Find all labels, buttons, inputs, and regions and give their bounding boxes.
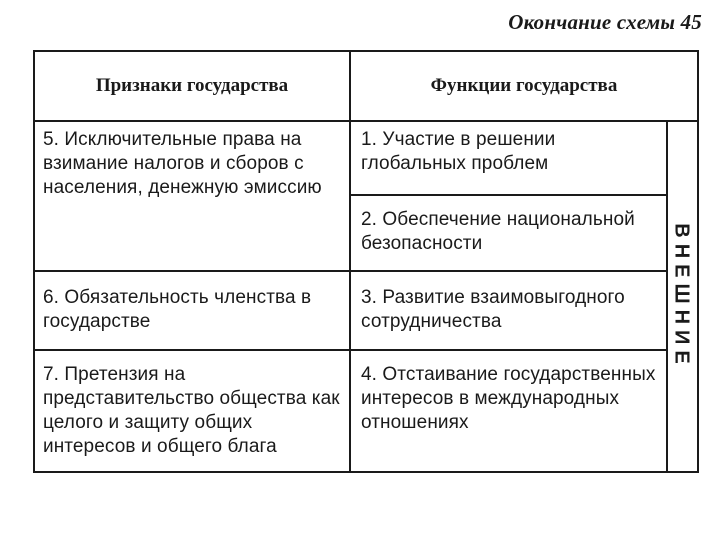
row-divider-1 bbox=[35, 270, 666, 272]
external-functions-label: ВНЕШНИЕ bbox=[671, 223, 694, 370]
signs-header: Признаки государства bbox=[95, 75, 289, 96]
sign-item-7: 7. Претензия на представительство общества как целого и защиту общих интересов и общего блага bbox=[43, 364, 340, 457]
row-divider-functions-1 bbox=[351, 194, 666, 196]
sign-item-6: 6. Обязательность членства в государстве bbox=[43, 287, 312, 332]
scheme-table bbox=[33, 50, 699, 473]
function-item-1: 1. Участие в решении глобальных проблем bbox=[361, 129, 556, 174]
external-functions-label-cell bbox=[666, 120, 697, 473]
scheme-caption: Окончание схемы 45 bbox=[508, 10, 702, 34]
sign-item-5: 5. Исключительные права на взимание налогов и сборов с населения, денежную эмиссию bbox=[43, 129, 322, 198]
function-item-2: 2. Обеспечение национальной безопасности bbox=[361, 209, 635, 254]
row-divider-2 bbox=[35, 349, 666, 351]
function-item-4: 4. Отстаивание государственных интересов в международных отношениях bbox=[361, 364, 656, 433]
function-item-3: 3. Развитие взаимовыгодного сотрудничества bbox=[361, 287, 625, 332]
header-divider bbox=[35, 120, 697, 122]
functions-header: Функции государства bbox=[430, 75, 618, 96]
